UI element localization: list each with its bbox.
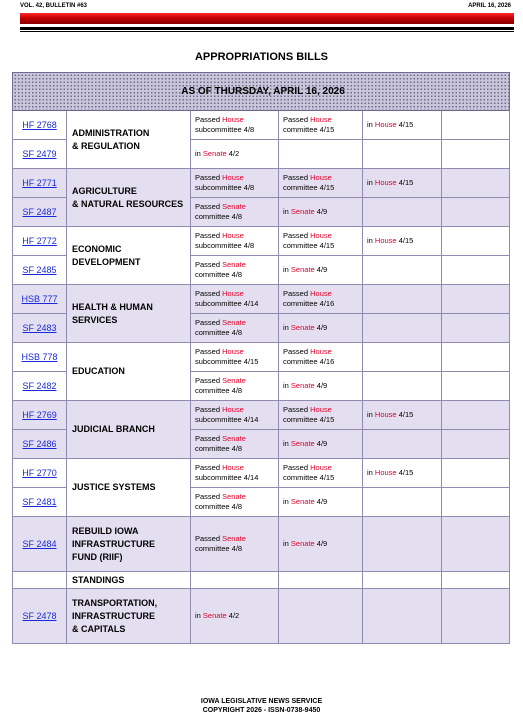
status-detail: committee 4/15: [283, 473, 335, 482]
subcommittee-status: [191, 372, 279, 401]
chamber-name: House: [310, 405, 332, 414]
bill-row: [13, 517, 510, 572]
status-detail: committee 4/8: [195, 270, 243, 279]
category-label: JUDICIAL BRANCH: [72, 424, 155, 434]
bill-number[interactable]: [13, 517, 67, 572]
status-prefix: Passed: [195, 202, 223, 211]
status-prefix: in: [283, 381, 291, 390]
category-cell: [67, 285, 191, 343]
chamber-name: House: [222, 347, 244, 356]
status-prefix: Passed: [195, 405, 223, 414]
chamber-name: Senate: [290, 381, 315, 390]
bill-number[interactable]: [13, 111, 67, 140]
final-status: [442, 430, 510, 459]
bill-number[interactable]: [13, 430, 67, 459]
chamber-name: Senate: [290, 539, 315, 548]
committee-status: [279, 227, 363, 256]
committee-status: [279, 589, 363, 644]
bill-link[interactable]: HF 2771: [22, 178, 57, 188]
status-prefix: Passed: [195, 434, 223, 443]
bill-number[interactable]: [13, 227, 67, 256]
status-detail: 4/15: [396, 410, 414, 419]
bill-link[interactable]: SF 2484: [22, 539, 57, 549]
subcommittee-status: [191, 459, 279, 488]
bill-link[interactable]: SF 2485: [22, 265, 57, 275]
category-label: INFRASTRUCTURE: [72, 610, 155, 621]
category-label: TRANSPORTATION,: [72, 597, 158, 608]
category-cell: [67, 572, 191, 589]
category-label: REBUILD IOWA: [72, 525, 139, 536]
subcommittee-status: [191, 111, 279, 140]
committee-status: [279, 140, 363, 169]
category-cell: [67, 227, 191, 285]
status-detail: 4/9: [314, 207, 328, 216]
chamber-name: House: [310, 231, 332, 240]
bill-row: [13, 111, 510, 140]
chamber-name: House: [222, 289, 244, 298]
chamber-name: House: [374, 236, 397, 245]
bill-number[interactable]: [13, 589, 67, 644]
subcommittee-status: [191, 401, 279, 430]
subcommittee-status: [191, 169, 279, 198]
bill-link[interactable]: HF 2772: [22, 236, 57, 246]
status-detail: 4/9: [314, 439, 328, 448]
committee-status: [279, 517, 363, 572]
final-status: [442, 285, 510, 314]
category-cell: [67, 343, 191, 401]
volume-bulletin: VOL. 42, BULLETIN #63: [20, 3, 88, 9]
category-label: EDUCATION: [72, 366, 125, 376]
chamber-name: Senate: [290, 207, 315, 216]
status-detail: 4/15: [396, 120, 414, 129]
bill-link[interactable]: HF 2768: [22, 120, 57, 130]
bill-number[interactable]: [13, 401, 67, 430]
bill-row: [13, 285, 510, 314]
subcommittee-status: [191, 198, 279, 227]
final-status: [442, 589, 510, 644]
floor-status: [363, 572, 442, 589]
committee-status: [279, 572, 363, 589]
category-label: DEVELOPMENT: [72, 256, 141, 267]
final-status: [442, 488, 510, 517]
chamber-name: House: [374, 120, 397, 129]
subcommittee-status: [191, 140, 279, 169]
masthead-black-rule: [20, 27, 514, 30]
chamber-name: House: [310, 115, 332, 124]
bill-row: [13, 572, 510, 589]
bill-number[interactable]: [13, 256, 67, 285]
category-label: AGRICULTURE: [72, 185, 137, 196]
bill-link[interactable]: SF 2479: [22, 149, 57, 159]
floor-status: [363, 285, 442, 314]
subcommittee-status: [191, 430, 279, 459]
status-detail: committee 4/15: [283, 125, 335, 134]
subcommittee-status: [191, 517, 279, 572]
status-prefix: Passed: [195, 534, 223, 543]
status-prefix: Passed: [195, 231, 223, 240]
status-detail: committee 4/16: [283, 357, 335, 366]
bill-number[interactable]: [13, 459, 67, 488]
subcommittee-status: [191, 256, 279, 285]
category-label: & REGULATION: [72, 140, 140, 151]
bill-link[interactable]: SF 2481: [22, 497, 57, 507]
category-cell: [67, 517, 191, 572]
masthead-red-rule: [20, 13, 514, 24]
category-label: ECONOMIC: [72, 243, 122, 254]
floor-status: [363, 198, 442, 227]
chamber-name: Senate: [202, 149, 227, 158]
status-prefix: Passed: [195, 492, 223, 501]
category-cell: [67, 111, 191, 169]
final-status: [442, 256, 510, 285]
final-status: [442, 140, 510, 169]
category-label: & CAPITALS: [72, 623, 126, 634]
committee-status: [279, 314, 363, 343]
status-detail: committee 4/8: [195, 502, 243, 511]
status-prefix: Passed: [283, 463, 311, 472]
status-prefix: in: [283, 323, 291, 332]
bill-number[interactable]: [13, 314, 67, 343]
bill-number[interactable]: [13, 343, 67, 372]
bill-number[interactable]: [13, 169, 67, 198]
chamber-name: Senate: [290, 497, 315, 506]
status-prefix: in: [367, 468, 375, 477]
committee-status: [279, 256, 363, 285]
floor-status: [363, 343, 442, 372]
committee-status: [279, 459, 363, 488]
masthead-thin-rule: [20, 31, 514, 32]
chamber-name: Senate: [290, 323, 315, 332]
status-detail: subcommittee 4/8: [195, 125, 255, 134]
floor-status: [363, 401, 442, 430]
floor-status: [363, 227, 442, 256]
chamber-name: House: [374, 178, 397, 187]
status-detail: committee 4/15: [283, 415, 335, 424]
bill-link[interactable]: SF 2487: [22, 207, 57, 217]
floor-status: [363, 459, 442, 488]
chamber-name: Senate: [202, 611, 227, 620]
chamber-name: Senate: [290, 439, 315, 448]
bill-row: [13, 589, 510, 644]
bill-number[interactable]: [13, 285, 67, 314]
status-detail: committee 4/16: [283, 299, 335, 308]
committee-status: [279, 343, 363, 372]
bill-link[interactable]: SF 2486: [22, 439, 57, 449]
floor-status: [363, 372, 442, 401]
status-prefix: in: [283, 265, 291, 274]
status-prefix: in: [367, 236, 375, 245]
chamber-name: House: [222, 405, 244, 414]
floor-status: [363, 256, 442, 285]
status-prefix: Passed: [195, 318, 223, 327]
category-label: JUSTICE SYSTEMS: [72, 482, 156, 492]
status-detail: 4/9: [314, 497, 328, 506]
bill-row: [13, 227, 510, 256]
chamber-name: House: [374, 410, 397, 419]
final-status: [442, 401, 510, 430]
category-label: STANDINGS: [72, 574, 125, 585]
final-status: [442, 169, 510, 198]
bill-row: [13, 401, 510, 430]
as-of-header-row: [13, 73, 510, 111]
chamber-name: House: [310, 347, 332, 356]
subcommittee-status: [191, 343, 279, 372]
chamber-name: House: [374, 468, 397, 477]
status-prefix: Passed: [195, 463, 223, 472]
status-detail: committee 4/8: [195, 212, 243, 221]
status-prefix: in: [283, 207, 291, 216]
status-detail: subcommittee 4/15: [195, 357, 259, 366]
category-cell: [67, 459, 191, 517]
status-prefix: Passed: [283, 405, 311, 414]
bill-row: [13, 343, 510, 372]
subcommittee-status: [191, 314, 279, 343]
status-detail: committee 4/8: [195, 386, 243, 395]
final-status: [442, 459, 510, 488]
bill-number[interactable]: [13, 572, 67, 589]
final-status: [442, 517, 510, 572]
status-detail: 4/15: [396, 178, 414, 187]
bill-number[interactable]: [13, 372, 67, 401]
final-status: [442, 314, 510, 343]
category-cell: [67, 169, 191, 227]
bill-link[interactable]: HF 2770: [22, 468, 57, 478]
subcommittee-status: [191, 488, 279, 517]
final-status: [442, 372, 510, 401]
status-prefix: Passed: [283, 173, 311, 182]
status-prefix: Passed: [283, 347, 311, 356]
status-detail: 4/9: [314, 323, 328, 332]
committee-status: [279, 488, 363, 517]
status-prefix: in: [283, 439, 291, 448]
committee-status: [279, 285, 363, 314]
final-status: [442, 111, 510, 140]
floor-status: [363, 589, 442, 644]
category-label: HEALTH & HUMAN: [72, 301, 153, 312]
status-detail: committee 4/15: [283, 241, 335, 250]
chamber-name: Senate: [222, 318, 246, 327]
bill-number[interactable]: [13, 198, 67, 227]
floor-status: [363, 488, 442, 517]
status-detail: 4/9: [314, 381, 328, 390]
category-cell: [67, 589, 191, 644]
subcommittee-status: [191, 572, 279, 589]
subcommittee-status: [191, 589, 279, 644]
status-prefix: in: [283, 539, 291, 548]
floor-status: [363, 314, 442, 343]
chamber-name: Senate: [290, 265, 315, 274]
chamber-name: Senate: [222, 534, 246, 543]
status-detail: 4/9: [314, 265, 328, 274]
category-label: INFRASTRUCTURE: [72, 538, 155, 549]
category-label: ADMINISTRATION: [72, 127, 150, 138]
status-detail: committee 4/15: [283, 183, 335, 192]
bill-number[interactable]: [13, 140, 67, 169]
status-detail: 4/9: [314, 539, 328, 548]
status-prefix: in: [195, 149, 203, 158]
chamber-name: House: [222, 463, 244, 472]
as-of-header: AS OF THURSDAY, APRIL 16, 2026: [13, 73, 510, 111]
chamber-name: Senate: [222, 492, 246, 501]
committee-status: [279, 372, 363, 401]
subcommittee-status: [191, 285, 279, 314]
chamber-name: House: [310, 289, 332, 298]
floor-status: [363, 517, 442, 572]
final-status: [442, 198, 510, 227]
status-detail: 4/2: [226, 611, 240, 620]
status-detail: subcommittee 4/14: [195, 473, 259, 482]
status-prefix: Passed: [195, 260, 223, 269]
committee-status: [279, 111, 363, 140]
status-detail: committee 4/8: [195, 328, 243, 337]
status-detail: 4/15: [396, 236, 414, 245]
subcommittee-status: [191, 227, 279, 256]
status-detail: subcommittee 4/14: [195, 415, 259, 424]
floor-status: [363, 111, 442, 140]
chamber-name: House: [222, 115, 244, 124]
bill-link[interactable]: HSB 777: [21, 294, 58, 304]
status-prefix: Passed: [195, 376, 223, 385]
status-detail: 4/2: [226, 149, 240, 158]
committee-status: [279, 169, 363, 198]
status-prefix: Passed: [283, 231, 311, 240]
footer-copyright: COPYRIGHT 2026 - ISSN-0738-9450: [202, 707, 321, 714]
committee-status: [279, 198, 363, 227]
bill-link[interactable]: HF 2769: [22, 410, 57, 420]
bill-link[interactable]: SF 2478: [22, 611, 57, 621]
status-prefix: Passed: [283, 115, 311, 124]
chamber-name: House: [310, 463, 332, 472]
status-prefix: Passed: [195, 115, 223, 124]
bill-link[interactable]: SF 2482: [22, 381, 57, 391]
status-detail: committee 4/8: [195, 444, 243, 453]
status-prefix: in: [195, 611, 203, 620]
status-prefix: in: [367, 178, 375, 187]
bill-row: [13, 169, 510, 198]
chamber-name: Senate: [222, 376, 246, 385]
status-detail: committee 4/8: [195, 544, 243, 553]
category-label: & NATURAL RESOURCES: [72, 198, 184, 209]
status-prefix: Passed: [195, 173, 223, 182]
floor-status: [363, 140, 442, 169]
appropriations-table: [12, 72, 510, 644]
floor-status: [363, 169, 442, 198]
status-prefix: Passed: [195, 289, 223, 298]
floor-status: [363, 430, 442, 459]
final-status: [442, 572, 510, 589]
footer: [0, 697, 523, 715]
issue-date: APRIL 16, 2026: [468, 3, 511, 9]
category-label: FUND (RIIF): [72, 551, 123, 562]
chamber-name: House: [222, 231, 244, 240]
bill-row: [13, 459, 510, 488]
status-prefix: in: [283, 497, 291, 506]
status-detail: subcommittee 4/14: [195, 299, 259, 308]
status-prefix: Passed: [283, 289, 311, 298]
committee-status: [279, 401, 363, 430]
bill-number[interactable]: [13, 488, 67, 517]
committee-status: [279, 430, 363, 459]
chamber-name: House: [310, 173, 332, 182]
category-label: SERVICES: [72, 314, 118, 325]
status-detail: 4/15: [396, 468, 414, 477]
footer-publisher: IOWA LEGISLATIVE NEWS SERVICE: [200, 698, 323, 705]
chamber-name: Senate: [222, 434, 246, 443]
bill-link[interactable]: HSB 778: [21, 352, 58, 362]
status-detail: subcommittee 4/8: [195, 241, 255, 250]
status-prefix: Passed: [195, 347, 223, 356]
bill-link[interactable]: SF 2483: [22, 323, 57, 333]
final-status: [442, 227, 510, 256]
status-prefix: in: [367, 410, 375, 419]
chamber-name: House: [222, 173, 244, 182]
category-cell: [67, 401, 191, 459]
chamber-name: Senate: [222, 202, 246, 211]
chamber-name: Senate: [222, 260, 246, 269]
page-title: APPROPRIATIONS BILLS: [194, 51, 329, 63]
status-prefix: in: [367, 120, 375, 129]
final-status: [442, 343, 510, 372]
status-detail: subcommittee 4/8: [195, 183, 255, 192]
